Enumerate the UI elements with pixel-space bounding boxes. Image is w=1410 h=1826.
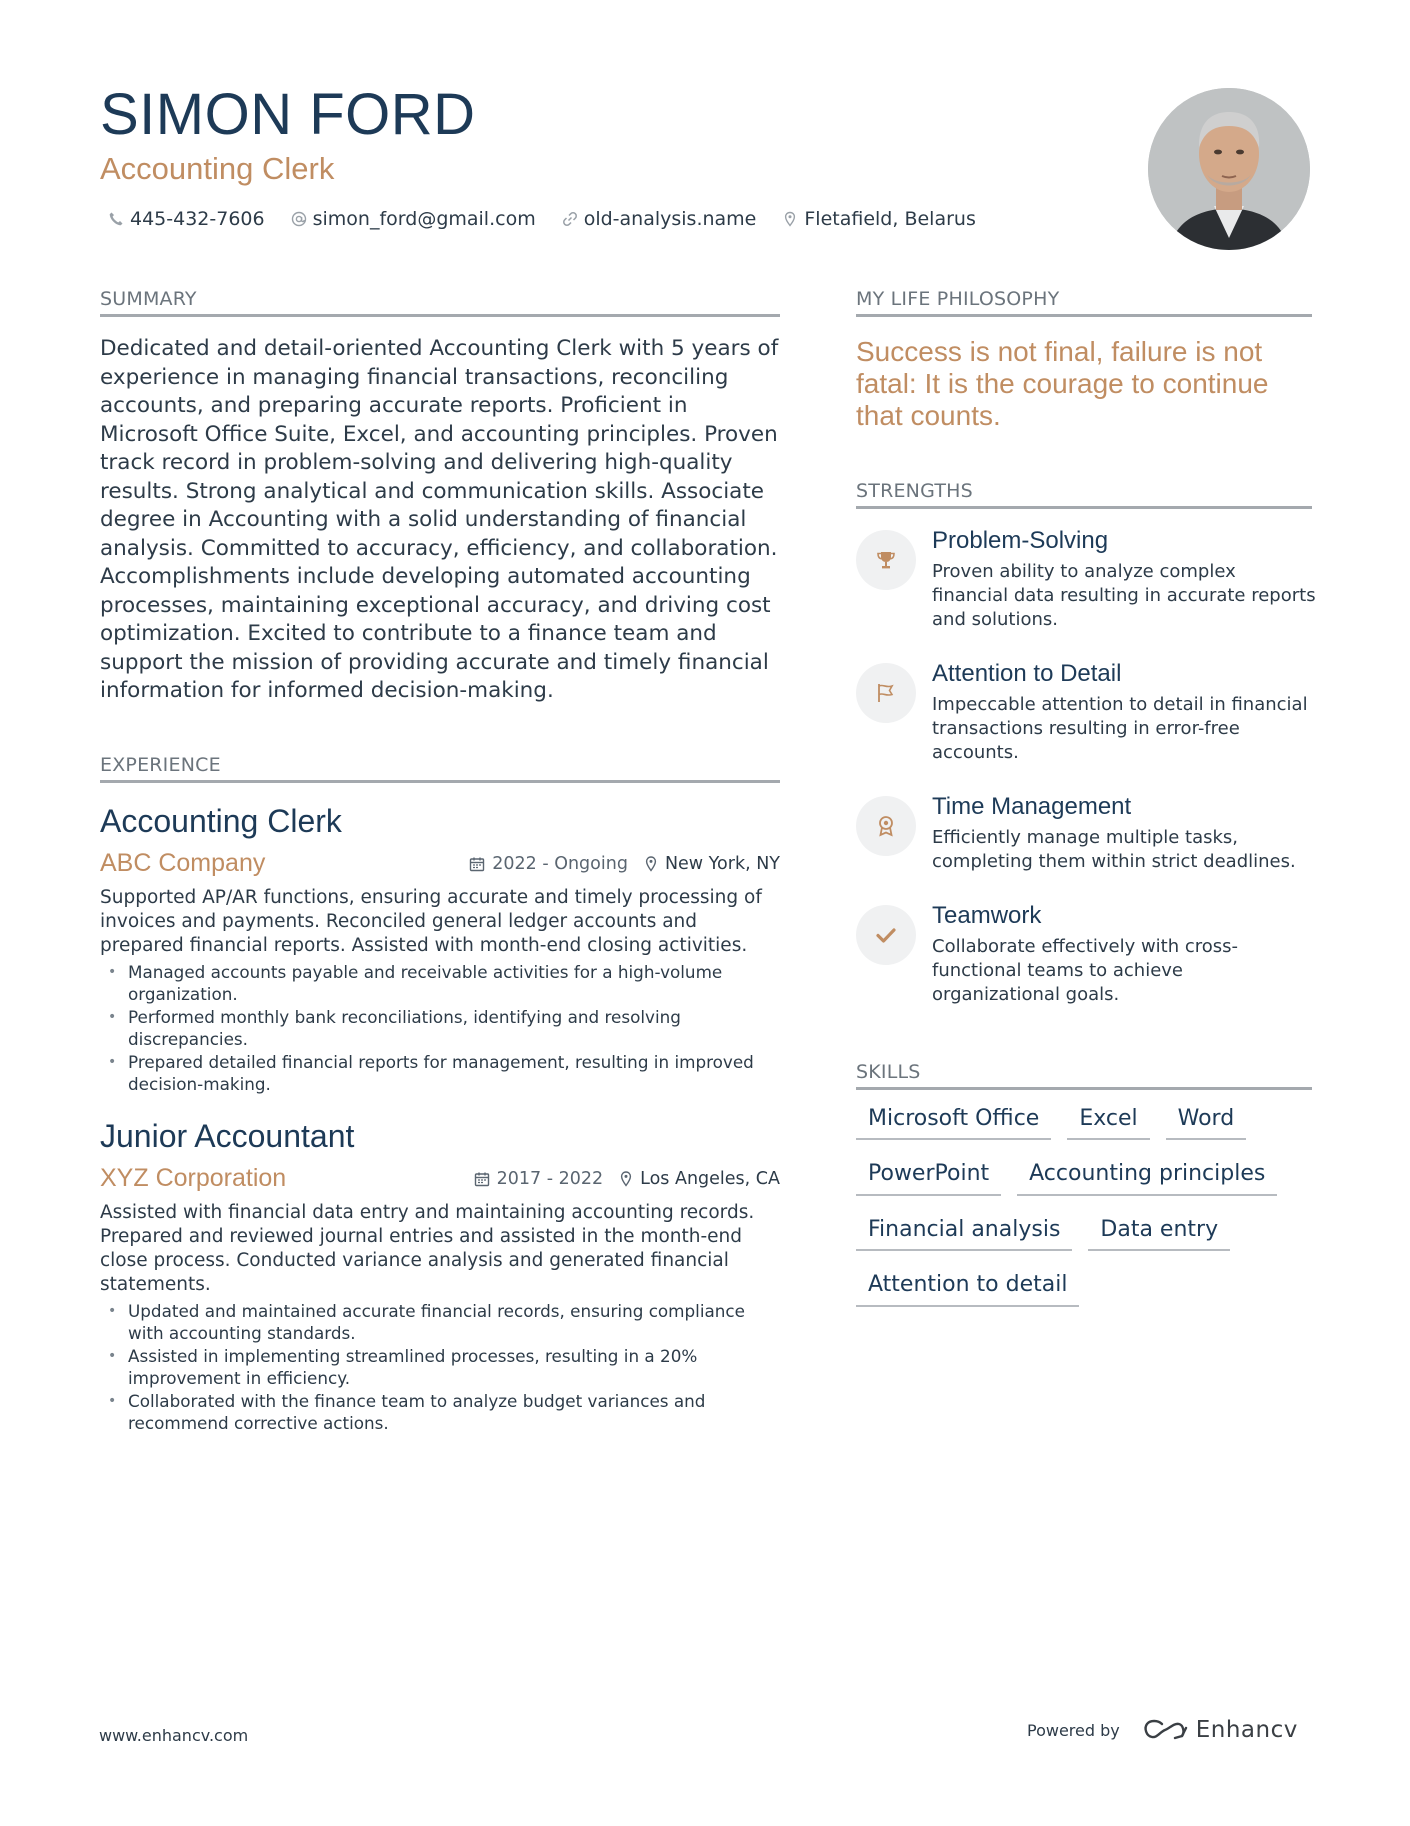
brand-name: Enhancv xyxy=(1195,1717,1298,1743)
contact-location xyxy=(782,208,975,230)
location-pin-icon xyxy=(782,211,798,227)
job-dates-text: 2022 - Ongoing xyxy=(492,853,628,874)
portrait-image xyxy=(1148,88,1310,250)
job-dates-text: 2017 - 2022 xyxy=(496,1168,604,1189)
strengths-heading: STRENGTHS xyxy=(856,480,1312,509)
award-icon xyxy=(874,814,898,838)
job-bullet: • Updated and maintained accurate financial records, ensuring compliance with accounting standards. xyxy=(100,1300,780,1344)
location-pin-icon xyxy=(644,856,658,872)
strength-body xyxy=(932,794,1316,874)
experience-item xyxy=(100,1120,780,1435)
job-dates xyxy=(469,854,628,874)
contact-website[interactable] xyxy=(562,208,757,230)
enhancv-logo[interactable] xyxy=(1142,1717,1298,1743)
strength-icon-wrap xyxy=(856,796,916,856)
strength-body xyxy=(932,903,1316,1007)
job-bullets xyxy=(100,961,780,1095)
contact-row xyxy=(108,208,976,230)
job-meta xyxy=(474,1169,780,1189)
skills-row xyxy=(856,1161,1316,1195)
candidate-title: Accounting Clerk xyxy=(100,151,335,186)
strength-item xyxy=(856,528,1316,632)
strength-item xyxy=(856,903,1316,1007)
job-description: Assisted with financial data entry and maintaining accounting records. Prepared and reviewed journal entries and assisted in the month-end close process. Conducted variance analysis and generated financial statements. xyxy=(100,1202,755,1295)
candidate-name: SIMON FORD xyxy=(100,82,476,147)
job-dates xyxy=(474,1169,604,1189)
check-icon xyxy=(874,923,898,947)
job-meta-row xyxy=(100,1164,780,1193)
skills-row xyxy=(856,1272,1316,1306)
company-name: ABC Company xyxy=(100,849,266,877)
job-title: Junior Accountant xyxy=(100,1118,355,1154)
footer-branding xyxy=(1027,1717,1298,1743)
experience-heading: EXPERIENCE xyxy=(100,754,780,783)
job-bullet: • Collaborated with the finance team to analyze budget variances and recommend corrective actions. xyxy=(100,1390,780,1434)
strength-body xyxy=(932,661,1316,765)
skills-heading: SKILLS xyxy=(856,1061,1312,1090)
skills-list xyxy=(856,1106,1316,1328)
experience-item xyxy=(100,805,780,1096)
philosophy-quote: Success is not final, failure is not fatal: It is the courage to continue that counts. xyxy=(856,336,1269,431)
strength-description: Collaborate effectively with cross-functional teams to achieve organizational goals. xyxy=(932,936,1239,1006)
strength-title: Attention to Detail xyxy=(932,660,1122,687)
contact-email[interactable] xyxy=(291,208,536,230)
skill-tag: Data entry xyxy=(1088,1217,1230,1251)
job-meta-row xyxy=(100,849,780,878)
skills-row xyxy=(856,1106,1316,1140)
skill-tag: Accounting principles xyxy=(1017,1161,1277,1195)
summary-text: Dedicated and detail-oriented Accounting Clerk with 5 years of experience in managing financial transactions, reconciling accounts, and preparing accurate reports. Proficient in Microsoft Office Suite, Excel, and accounting principles. Proven track record in problem-solving and delivering high-quality results. Strong analytical and communication skills. Associate degree in Accounting with a solid understanding of financial analysis. Committed to accuracy, efficiency, and collaboration. Accomplishments include developing automated accounting processes, maintaining exceptional accuracy, and driving cost optimization. Excited to contribute to a finance team and support the mission of providing accurate and timely financial information for informed decision-making. xyxy=(100,336,779,703)
calendar-icon xyxy=(474,1171,490,1187)
summary-heading: SUMMARY xyxy=(100,288,780,317)
phone-text: 445-432-7606 xyxy=(130,208,265,230)
footer-website[interactable]: www.enhancv.com xyxy=(99,1726,249,1745)
job-location-text: Los Angeles, CA xyxy=(640,1168,780,1189)
link-icon xyxy=(562,211,578,227)
location-text: Fletafield, Belarus xyxy=(804,208,976,230)
website-text[interactable]: old-analysis.name xyxy=(583,208,757,230)
location-pin-icon xyxy=(619,1171,633,1187)
strength-title: Teamwork xyxy=(932,902,1042,929)
skills-row xyxy=(856,1217,1316,1251)
powered-by-text: Powered by xyxy=(1027,1720,1120,1740)
job-bullet: • Prepared detailed financial reports for management, resulting in improved decision-making. xyxy=(100,1051,780,1095)
contact-phone xyxy=(108,208,265,230)
strength-body xyxy=(932,528,1316,632)
job-location-text: New York, NY xyxy=(664,853,780,874)
company-name: XYZ Corporation xyxy=(100,1164,287,1192)
strength-icon-wrap xyxy=(856,905,916,965)
phone-icon xyxy=(108,211,124,227)
strength-icon-wrap xyxy=(856,530,916,590)
enhancv-logo-icon xyxy=(1142,1718,1188,1742)
job-location xyxy=(644,854,780,874)
strength-description: Impeccable attention to detail in financial transactions resulting in error-free accounts. xyxy=(932,694,1308,764)
flag-icon xyxy=(874,681,898,705)
job-bullet: • Assisted in implementing streamlined processes, resulting in a 20% improvement in efficiency. xyxy=(100,1345,780,1389)
job-bullets xyxy=(100,1300,780,1434)
email-text[interactable]: simon_ford@gmail.com xyxy=(312,208,536,230)
job-title: Accounting Clerk xyxy=(100,803,342,839)
skill-tag: Excel xyxy=(1067,1106,1149,1140)
strength-icon-wrap xyxy=(856,663,916,723)
strength-description: Proven ability to analyze complex financial data resulting in accurate reports and solutions. xyxy=(932,561,1316,631)
skill-tag: Word xyxy=(1166,1106,1247,1140)
strength-title: Time Management xyxy=(932,793,1132,820)
trophy-icon xyxy=(874,548,898,572)
strength-title: Problem-Solving xyxy=(932,527,1109,554)
job-meta xyxy=(469,854,780,874)
job-location xyxy=(619,1169,780,1189)
job-description: Supported AP/AR functions, ensuring accurate and timely processing of invoices and payments. Reconciled general ledger accounts and prepared financial reports. Assisted with month-end closing activities. xyxy=(100,887,762,956)
skill-tag: Financial analysis xyxy=(856,1217,1072,1251)
strength-description: Efficiently manage multiple tasks, completing them within strict deadlines. xyxy=(932,827,1296,873)
skill-tag: Microsoft Office xyxy=(856,1106,1051,1140)
strength-item xyxy=(856,794,1316,874)
skill-tag: PowerPoint xyxy=(856,1161,1001,1195)
calendar-icon xyxy=(469,856,485,872)
job-bullet: • Managed accounts payable and receivable activities for a high-volume organization. xyxy=(100,961,780,1005)
job-bullet: • Performed monthly bank reconciliations, identifying and resolving discrepancies. xyxy=(100,1006,780,1050)
profile-photo xyxy=(1148,88,1310,250)
strength-item xyxy=(856,661,1316,765)
philosophy-heading: MY LIFE PHILOSOPHY xyxy=(856,288,1312,317)
at-icon xyxy=(291,211,307,227)
skill-tag: Attention to detail xyxy=(856,1272,1079,1306)
